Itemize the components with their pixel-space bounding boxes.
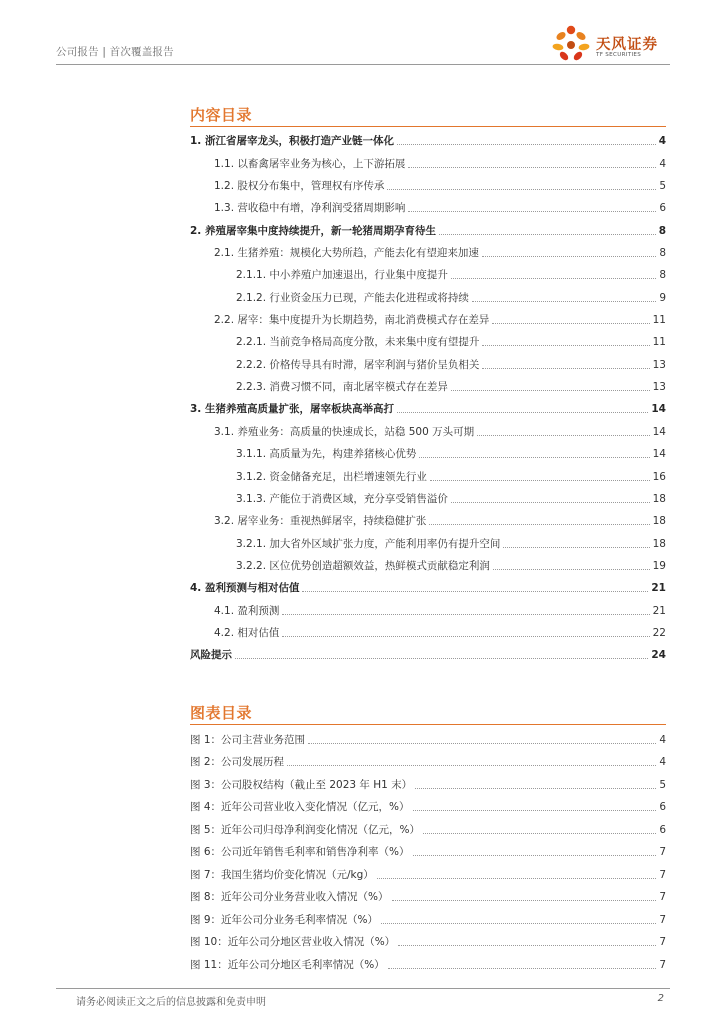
contents-list [190,128,666,664]
figure-entry-label: 图 8：近年公司分业务营业收入情况（%） [190,891,389,904]
toc-entry[interactable] [190,262,666,284]
disclaimer-text: 请务必阅读正文之后的信息披露和免责申明 [76,997,266,1008]
toc-entry-label: 2. 养殖屠宰集中度持续提升，新一轮猪周期孕育待生 [190,224,436,237]
toc-entry-label: 2.2.2. 价格传导具有时滞，屠宰利润与猪价呈负相关 [236,358,480,371]
toc-entry-page: 22 [652,626,666,639]
page-number: 2 [657,993,664,1004]
figure-entry-label: 图 10：近年公司分地区营业收入情况（%） [190,936,396,949]
figure-entry[interactable] [190,884,666,907]
dot-leader [392,900,657,901]
toc-entry-label: 3. 生猪养殖高质量扩张，屠宰板块高举高打 [190,403,394,416]
toc-entry-page: 8 [659,269,666,282]
dot-leader [387,189,656,190]
report-type-label: 公司报告 | 首次覆盖报告 [56,46,174,58]
contents-title: 内容目录 [190,106,253,124]
dot-leader [413,810,657,811]
figure-entry-page: 7 [659,959,666,972]
toc-entry-page: 5 [659,180,666,193]
toc-entry-page: 18 [652,537,666,550]
toc-entry[interactable] [190,240,666,262]
toc-entry-page: 24 [651,649,666,662]
toc-entry-label: 3.2.1. 加大省外区域扩张力度，产能利用率仍有提升空间 [236,537,501,550]
toc-entry-page: 14 [652,448,666,461]
toc-entry-label: 2.1.1. 中小养殖户加速退出，行业集中度提升 [236,269,448,282]
toc-entry-page: 4 [659,157,666,170]
figure-entry[interactable] [190,816,666,839]
toc-entry[interactable] [190,217,666,239]
toc-entry[interactable] [190,351,666,373]
toc-entry[interactable] [190,173,666,195]
figures-title-underline [190,724,666,725]
figure-entry-label: 图 2：公司发展历程 [190,756,285,769]
toc-entry-page: 18 [652,515,666,528]
toc-entry-page: 13 [652,358,666,371]
figure-entry[interactable] [190,929,666,952]
toc-entry[interactable] [190,508,666,530]
toc-entry-label: 3.1.3. 产能位于消费区域，充分享受销售溢价 [236,492,448,505]
figure-entry-label: 图 7：我国生猪均价变化情况（元/kg） [190,868,374,881]
figure-entry[interactable] [190,726,666,749]
toc-entry[interactable] [190,374,666,396]
toc-entry[interactable] [190,486,666,508]
figure-entry[interactable] [190,906,666,929]
toc-entry[interactable] [190,642,666,664]
figure-entry-page: 7 [659,846,666,859]
toc-entry[interactable] [190,150,666,172]
dot-leader [408,211,656,212]
toc-entry-page: 14 [651,403,666,416]
dot-leader [472,301,656,302]
dot-leader [377,878,657,879]
dot-leader [482,368,649,369]
toc-entry[interactable] [190,597,666,619]
dot-leader [398,945,656,946]
figure-entry-label: 图 11：近年公司分地区毛利率情况（%） [190,959,385,972]
dot-leader [282,636,649,637]
contents-title-underline [190,126,666,127]
toc-entry-label: 3.1.1. 高质量为先，构建养猪核心优势 [236,448,417,461]
toc-entry-page: 16 [652,470,666,483]
toc-entry-page: 19 [652,559,666,572]
figure-entry[interactable] [190,839,666,862]
figure-entry-page: 7 [659,891,666,904]
toc-entry-page: 4 [658,135,666,148]
toc-entry-label: 2.1.2. 行业资金压力已现，产能去化进程或将持续 [236,291,469,304]
toc-entry-label: 风险提示 [190,649,232,662]
dot-leader [423,833,656,834]
toc-entry[interactable] [190,441,666,463]
toc-entry[interactable] [190,329,666,351]
figure-entry-page: 6 [659,823,666,836]
dot-leader [282,614,649,615]
dot-leader [503,547,649,548]
dot-leader [493,569,650,570]
dot-leader [429,524,649,525]
toc-entry-page: 14 [652,425,666,438]
dot-leader [397,412,648,413]
toc-entry-page: 8 [659,247,666,260]
toc-entry-page: 21 [652,604,666,617]
dot-leader [451,502,650,503]
tf-securities-logo [550,22,670,66]
toc-entry-label: 1.1. 以畜禽屠宰业务为核心，上下游拓展 [214,157,406,170]
toc-entry-page: 11 [652,314,666,327]
figure-entry-label: 图 6：公司近年销售毛利率和销售净利率（%） [190,846,410,859]
dot-leader [302,591,648,592]
dot-leader [235,658,648,659]
dot-leader [413,855,657,856]
figure-entry-page: 7 [659,868,666,881]
dot-leader [388,968,657,969]
figure-entry-label: 图 9：近年公司分业务毛利率情况（%） [190,913,378,926]
dot-leader [397,144,656,145]
toc-entry-page: 8 [658,224,666,237]
toc-entry-label: 2.1. 生猪养殖：规模化大势所趋，产能去化有望迎来加速 [214,247,479,260]
figure-entry-page: 7 [659,936,666,949]
figure-entry-label: 图 3：公司股权结构（截止至 2023 年 H1 末） [190,778,413,791]
toc-entry-label: 4.1. 盈利预测 [214,604,280,617]
dot-leader [381,923,656,924]
toc-entry-page: 11 [652,336,666,349]
figure-entry[interactable] [190,861,666,884]
toc-entry-label: 4. 盈利预测与相对估值 [190,582,300,595]
logo-name: 天风证券 [596,37,658,53]
figures-list [190,726,666,974]
toc-entry-label: 3.1.2. 资金储备充足，出栏增速领先行业 [236,470,427,483]
figure-entry-page: 4 [659,733,666,746]
figure-entry-label: 图 5：近年公司归母净利润变化情况（亿元，%） [190,823,420,836]
dot-leader [451,390,650,391]
figure-entry[interactable] [190,794,666,817]
toc-entry[interactable] [190,575,666,597]
dot-leader [482,256,656,257]
toc-entry[interactable] [190,463,666,485]
toc-entry-label: 2.2.3. 消费习惯不同，南北屠宰模式存在差异 [236,381,448,394]
dot-leader [439,234,656,235]
logo-petal-icon [550,24,592,64]
toc-entry-page: 21 [651,582,666,595]
figure-entry-page: 7 [659,913,666,926]
header-divider [56,64,670,65]
toc-entry[interactable] [190,620,666,642]
toc-entry-page: 9 [659,291,666,304]
toc-entry-page: 18 [652,492,666,505]
toc-entry-page: 13 [652,381,666,394]
toc-entry-label: 3.2. 屠宰业务：重视热鲜屠宰，持续稳健扩张 [214,515,427,528]
dot-leader [482,345,649,346]
dot-leader [451,278,656,279]
toc-entry-label: 1. 浙江省屠宰龙头，积极打造产业链一体化 [190,135,394,148]
dot-leader [415,788,656,789]
toc-entry-label: 1.2. 股权分布集中，管理权有序传承 [214,180,385,193]
figure-entry[interactable] [190,951,666,974]
toc-entry[interactable] [190,396,666,418]
toc-entry-label: 2.2.1. 当前竞争格局高度分散，未来集中度有望提升 [236,336,480,349]
toc-entry-label: 2.2. 屠宰：集中度提升为长期趋势，南北消费模式存在差异 [214,314,490,327]
toc-entry-label: 1.3. 营收稳中有增，净利润受猪周期影响 [214,202,406,215]
dot-leader [477,435,650,436]
dot-leader [419,457,649,458]
figure-entry[interactable] [190,771,666,794]
toc-entry[interactable] [190,553,666,575]
toc-entry[interactable] [190,284,666,306]
toc-entry[interactable] [190,418,666,440]
figure-entry-label: 图 1：公司主营业务范围 [190,733,306,746]
toc-entry[interactable] [190,307,666,329]
figure-entry[interactable] [190,749,666,772]
dot-leader [308,743,656,744]
toc-entry[interactable] [190,195,666,217]
page-header [56,38,670,64]
dot-leader [492,323,649,324]
figure-entry-page: 4 [659,756,666,769]
dot-leader [408,167,656,168]
footer-divider [56,988,670,989]
dot-leader [287,765,656,766]
toc-entry-label: 4.2. 相对估值 [214,626,280,639]
dot-leader [430,480,650,481]
logo-subtitle: TF SECURITIES [596,52,642,58]
figure-entry-page: 5 [659,778,666,791]
toc-entry-page: 6 [659,202,666,215]
figure-entry-page: 6 [659,801,666,814]
figures-title: 图表目录 [190,704,253,722]
toc-entry-label: 3.2.2. 区位优势创造超额效益，热鲜模式贡献稳定利润 [236,559,490,572]
toc-entry[interactable] [190,530,666,552]
toc-entry[interactable] [190,128,666,150]
toc-entry-label: 3.1. 养殖业务：高质量的快速成长，站稳 500 万头可期 [214,425,475,438]
figure-entry-label: 图 4：近年公司营业收入变化情况（亿元，%） [190,801,410,814]
